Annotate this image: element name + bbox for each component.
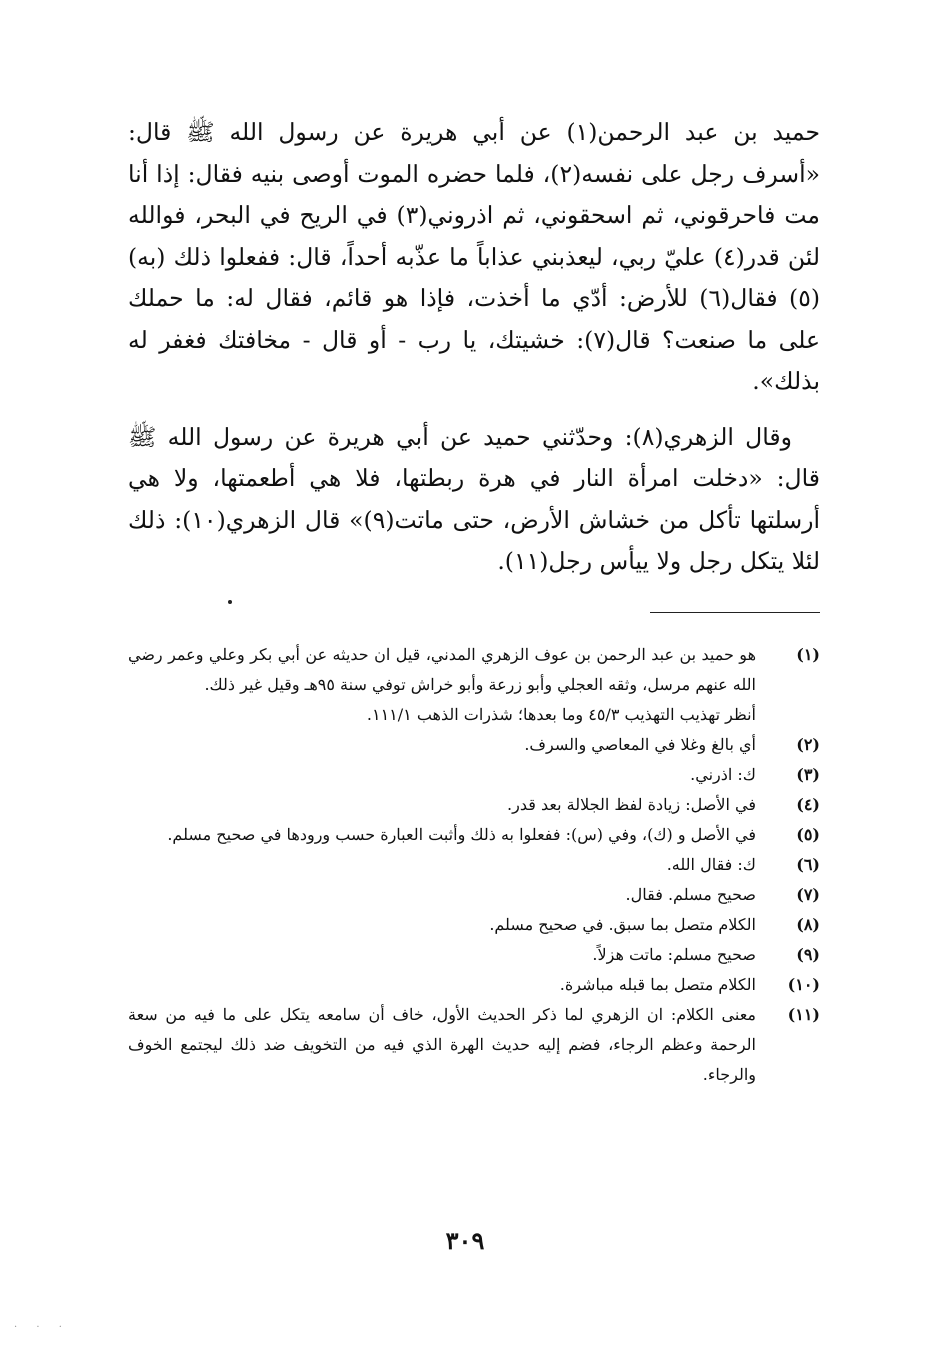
footnote-text: صحيح مسلم. فقال. xyxy=(625,885,756,904)
footnote-text: صحيح مسلم: ماتت هزلاً. xyxy=(592,945,756,964)
footnote-number: (٩) xyxy=(796,945,820,964)
footnote-8 xyxy=(128,910,820,940)
footnote-1-reference: أنظر تهذيب التهذيب ٤٥/٣ وما بعدها؛ شذرات الذهب ١١١/١. xyxy=(366,705,756,724)
ink-speck xyxy=(228,600,232,604)
scan-specks: · · · xyxy=(14,1322,70,1333)
footnotes xyxy=(128,640,820,1090)
footnote-2 xyxy=(128,730,820,760)
footnote-4 xyxy=(128,790,820,820)
main-paragraph-1: حميد بن عبد الرحمن(١) عن أبي هريرة عن رسول الله ﷺ قال: «أسرف رجل على نفسه(٢)، فلما حضره الموت أوصى بنيه فقال: إذا أنا مت فاحرقوني، ثم اسحقوني، ثم اذروني(٣) في الريح في البحر، فوالله لئن قدر(٤) عليّ ربي، ليعذبني عذاباً ما عذّبه أحداً، قال: ففعلوا ذلك (به)(٥) فقال(٦) للأرض: أدّي ما أخذت، فإذا هو قائم، فقال له: ما حملك على ما صنعت؟ قال(٧): خشيتك، يا رب - أو قال - مخافتك فغفر له بذلك». xyxy=(128,118,821,395)
footnote-10 xyxy=(128,970,820,1000)
footnote-number: (٢) xyxy=(796,735,820,754)
footnote-6 xyxy=(128,850,820,880)
footnote-number: (٤) xyxy=(796,795,820,814)
footnote-text: في الأصل: زيادة لفظ الجلالة بعد قدر. xyxy=(507,795,756,814)
footnote-text: هو حميد بن عبد الرحمن بن عوف الزهري المدني، قيل ان حديثه عن أبي بكر وعلي وعمر رضي الله عنهم مرسل، وثقه العجلي وأبو زرعة وأبو خراش توفي سنة ٩٥هـ وقيل غير ذلك. xyxy=(128,645,757,694)
footnote-number: (٧) xyxy=(796,885,820,904)
main-text xyxy=(128,112,820,583)
footnote-text: أي بالغ وغلا في المعاصي والسرف. xyxy=(524,735,756,754)
footnote-text: ك: فقال الله. xyxy=(666,855,756,874)
footnote-3 xyxy=(128,760,820,790)
footnote-text: الكلام متصل بما قبله مباشرة. xyxy=(559,975,756,994)
footnote-number: (٥) xyxy=(796,825,820,844)
footnote-number: (١٠) xyxy=(787,975,820,994)
footnote-9 xyxy=(128,940,820,970)
footnote-text: ك: اذرني. xyxy=(690,765,756,784)
footnote-1 xyxy=(128,640,820,700)
footnote-text: الكلام متصل بما سبق. في صحيح مسلم. xyxy=(489,915,756,934)
footnote-number: (١١) xyxy=(787,1005,820,1024)
footnote-number: (٦) xyxy=(796,855,820,874)
page-number: ٣٠٩ xyxy=(445,1226,485,1255)
main-paragraph-2: وقال الزهري(٨): وحدّثني حميد عن أبي هريرة عن رسول الله ﷺ قال: «دخلت امرأة النار في هرة ربطتها، فلا هي أطعمتها، ولا هي أرسلتها تأكل من خشاش الأرض، حتى ماتت(٩)» قال الزهري(١٠): ذلك لئلا يتكل رجل ولا ييأس رجل(١١). xyxy=(128,422,821,575)
footnote-number: (١) xyxy=(796,645,820,664)
footnote-11 xyxy=(128,1000,820,1090)
footnote-separator xyxy=(650,612,820,613)
footnote-7 xyxy=(128,880,820,910)
footnote-text: في الأصل و (ك)، وفي (س): ففعلوا به ذلك وأثبت العبارة حسب ورودها في صحيح مسلم. xyxy=(167,825,756,844)
footnote-5 xyxy=(128,820,820,850)
footnote-number: (٣) xyxy=(796,765,820,784)
footnote-number: (٨) xyxy=(796,915,820,934)
footnote-text: معنى الكلام: ان الزهري لما ذكر الحديث الأول، خاف أن سامعه يتكل على ما فيه من سعة الرحمة وعظم الرجاء، فضم إليه حديث الهرة الذي فيه من التخويف ضد ذلك ليجتمع الخوف والرجاء. xyxy=(128,1005,756,1084)
